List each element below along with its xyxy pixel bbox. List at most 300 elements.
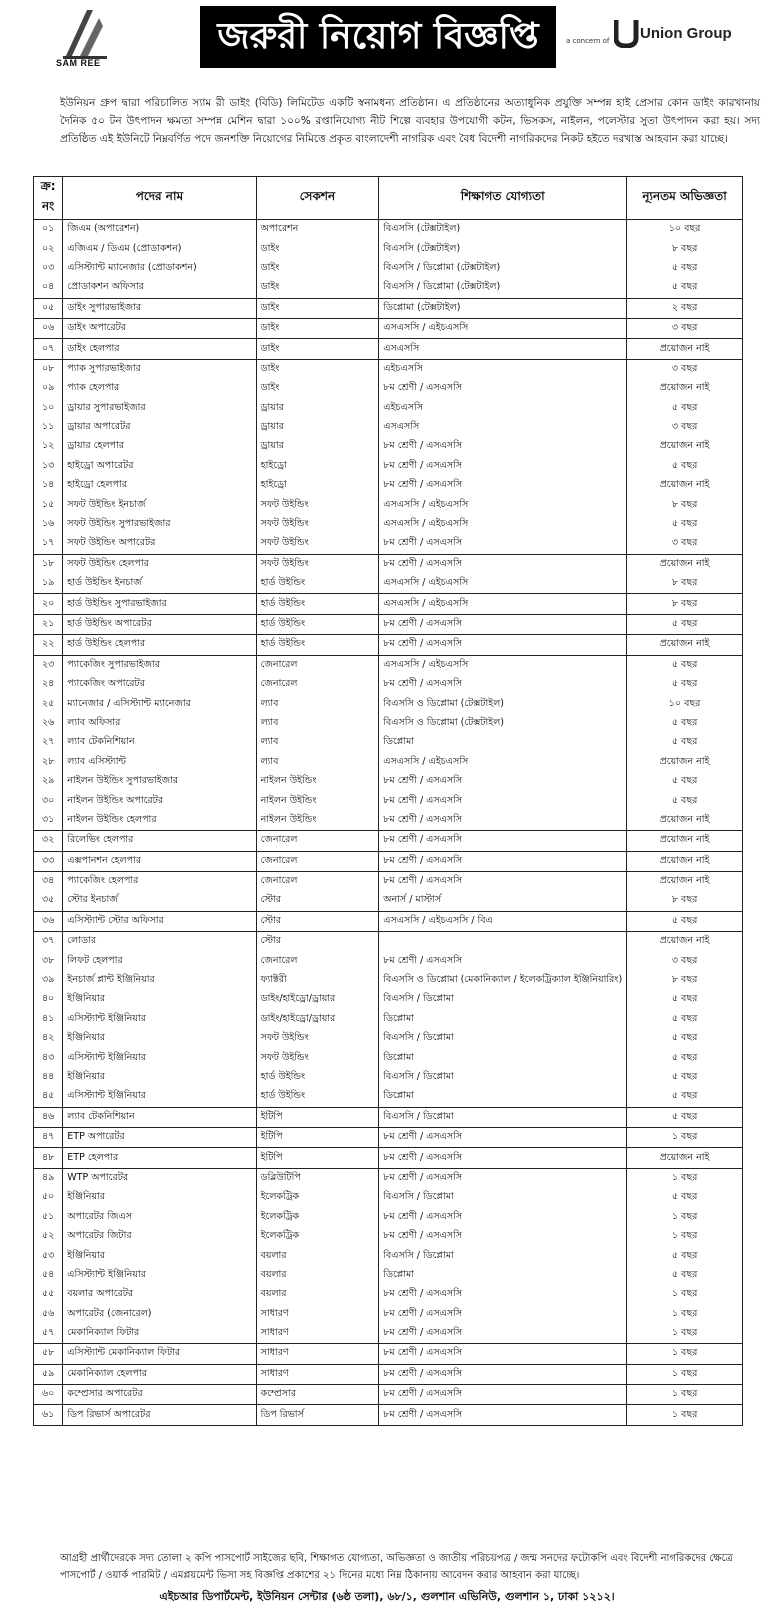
cell-section: ডাইং [256,298,379,318]
cell-education: ৮ম শ্রেণী / এসএসসি [379,1208,627,1227]
cell-serial: ৫০ [34,1188,63,1207]
cell-education: ৮ম শ্রেণী / এসএসসি [379,772,627,791]
cell-position: এসিস্ট্যান্ট ম্যানেজার (প্রোডাকশন) [63,259,256,278]
table-row [34,534,743,554]
cell-education: এসএসসি [379,339,627,359]
cell-serial: ৩৯ [34,971,63,990]
cell-experience: ১ বছর [627,1227,743,1246]
cell-serial: ২৩ [34,655,63,675]
cell-position: প্যাকেজিং হেলপার [63,871,256,891]
table-row [34,971,743,990]
cell-education: ৮ম শ্রেণী / এসএসসি [379,379,627,398]
cell-experience: ৫ বছর [627,259,743,278]
table-row [34,399,743,418]
col-header-section: সেকশন [256,177,379,220]
cell-section: বয়লার [256,1266,379,1285]
table-row [34,1188,743,1207]
cell-position: ডাইং হেলপার [63,339,256,359]
cell-serial: ০২ [34,239,63,258]
cell-experience: ১ বছর [627,1324,743,1344]
cell-experience: ৫ বছর [627,1266,743,1285]
cell-serial: ২৮ [34,753,63,772]
cell-experience: ৮ বছর [627,495,743,514]
cell-experience: প্রয়োজন নাই [627,831,743,851]
cell-education: ৮ম শ্রেণী / এসএসসি [379,534,627,554]
cell-education: ডিপ্লোমা [379,1266,627,1285]
cell-position: সফট উইন্ডিং অপারেটর [63,534,256,554]
cell-position: এসিস্ট্যান্ট ইঞ্জিনিয়ার [63,1048,256,1067]
cell-section: ডাইং [256,239,379,258]
table-row [34,655,743,675]
table-row [34,1048,743,1067]
cell-position: ডিপ রিভার্স অপারেটর [63,1405,256,1425]
cell-serial: ৪২ [34,1029,63,1048]
cell-education: ৮ম শ্রেণী / এসএসসি [379,675,627,694]
table-row [34,574,743,594]
cell-education: ৮ম শ্রেণী / এসএসসি [379,1344,627,1364]
cell-serial: ১২ [34,437,63,456]
cell-serial: ০৩ [34,259,63,278]
cell-experience: প্রয়োজন নাই [627,851,743,871]
cell-experience: প্রয়োজন নাই [627,554,743,574]
hr-address: এইচআর ডিপার্টমেন্ট, ইউনিয়ন সেন্টার (৬ষ্ঠ তলা), ৬৮/১, গুলশান এভিনিউ, গুলশান ১, ঢাকা ১২১২। [159,1590,615,1603]
cell-education: ৮ম শ্রেণী / এসএসসি [379,457,627,476]
cell-section: সাধারণ [256,1324,379,1344]
cell-section: সফট উইন্ডিং [256,515,379,534]
page-title: জরুরী নিয়োগ বিজ্ঞপ্তি [200,6,556,68]
cell-education: ডিপ্লোমা [379,1010,627,1029]
cell-serial: ১৪ [34,476,63,495]
cell-experience: ৫ বছর [627,515,743,534]
cell-education: ৮ম শ্রেণী / এসএসসি [379,1385,627,1405]
table-row [34,1127,743,1147]
cell-section: বয়লার [256,1285,379,1304]
cell-experience: প্রয়োজন নাই [627,635,743,655]
cell-serial: ৪৩ [34,1048,63,1067]
table-row [34,772,743,791]
table-header-row [34,177,743,220]
cell-education: ৮ম শ্রেণী / এসএসসি [379,831,627,851]
cell-serial: ৪০ [34,990,63,1009]
table-row [34,871,743,891]
cell-position: ল্যাব টেকনিশিয়ান [63,1107,256,1127]
cell-experience: ৫ বছর [627,1246,743,1265]
col-header-serial: ক্র: নং [34,177,63,220]
cell-position: হাইড্রো হেলপার [63,476,256,495]
cell-section: বয়লার [256,1246,379,1265]
cell-section: সফট উইন্ডিং [256,554,379,574]
cell-position: ড্রায়ার সুপারভাইজার [63,399,256,418]
cell-experience: ৫ বছর [627,399,743,418]
cell-education: ৮ম শ্রেণী / এসএসসি [379,1364,627,1384]
cell-experience: ৫ বছর [627,1188,743,1207]
table-body [34,220,743,1426]
cell-section: ডব্লিউটিপি [256,1168,379,1188]
cell-education: এইচএসসি [379,359,627,379]
cell-serial: ১৭ [34,534,63,554]
cell-experience: ৫ বছর [627,1107,743,1127]
cell-experience: প্রয়োজন নাই [627,379,743,398]
cell-section: ল্যাব [256,714,379,733]
cell-education: ৮ম শ্রেণী / এসএসসি [379,951,627,970]
cell-serial: ৩৩ [34,851,63,871]
cell-experience: ১ বছর [627,1385,743,1405]
cell-serial: ২৫ [34,694,63,713]
cell-position: কম্প্রেসার অপারেটর [63,1385,256,1405]
cell-education: বিএসসি / ডিপ্লোমা [379,1068,627,1087]
cell-education: বিএসসি ও ডিপ্লোমা (টেক্সটাইল) [379,694,627,713]
table-row [34,675,743,694]
cell-experience: ৮ বছর [627,239,743,258]
cell-section: স্টোর [256,911,379,931]
cell-section: জেনারেল [256,655,379,675]
cell-section: সাধারণ [256,1304,379,1323]
cell-experience: ৫ বছর [627,278,743,298]
cell-section: স্টোর [256,891,379,911]
cell-experience: প্রয়োজন নাই [627,932,743,952]
table-row [34,694,743,713]
cell-experience: ৫ বছর [627,791,743,810]
cell-education: বিএসসি (টেক্সটাইল) [379,239,627,258]
col-header-experience: ন্যূনতম অভিজ্ঞতা [627,177,743,220]
table-row [34,476,743,495]
cell-education: ৮ম শ্রেণী / এসএসসি [379,1127,627,1147]
cell-education: ৮ম শ্রেণী / এসএসসি [379,1168,627,1188]
cell-section: সাধারণ [256,1344,379,1364]
cell-serial: ৫২ [34,1227,63,1246]
cell-position: ইঞ্জিনিয়ার [63,1246,256,1265]
cell-serial: ৩৭ [34,932,63,952]
cell-position: WTP অপারেটর [63,1168,256,1188]
table-row [34,1087,743,1107]
cell-position: প্যাকেজিং অপারেটর [63,675,256,694]
table-row [34,1304,743,1323]
table-row [34,318,743,338]
cell-serial: ৪৯ [34,1168,63,1188]
cell-section: ডাইং [256,379,379,398]
cell-experience: ৫ বছর [627,1087,743,1107]
cell-experience: ৩ বছর [627,534,743,554]
cell-experience: প্রয়োজন নাই [627,1148,743,1168]
table-row [34,851,743,871]
table-row [34,239,743,258]
cell-section: ইলেকট্রিক [256,1227,379,1246]
cell-section: নাইলন উইন্ডিং [256,811,379,831]
table-row [34,457,743,476]
cell-section: হার্ড উইন্ডিং [256,635,379,655]
table-row [34,932,743,952]
table-row [34,1344,743,1364]
cell-section: ডাইং/হাইড্রো/ড্রায়ার [256,1010,379,1029]
cell-position: ড্রায়ার অপারেটর [63,418,256,437]
cell-section: হার্ড উইন্ডিং [256,594,379,614]
cell-serial: ৫৯ [34,1364,63,1384]
cell-section: জেনারেল [256,871,379,891]
table-row [34,379,743,398]
cell-position: ETP হেলপার [63,1148,256,1168]
cell-serial: ৫৬ [34,1304,63,1323]
cell-position: মেকানিক্যাল হেলপার [63,1364,256,1384]
cell-education: এসএসসি / এইচএসসি [379,495,627,514]
cell-serial: ৫৩ [34,1246,63,1265]
cell-position: এসিস্ট্যান্ট ইঞ্জিনিয়ার [63,1010,256,1029]
cell-serial: ০৪ [34,278,63,298]
cell-experience: ১ বছর [627,1344,743,1364]
cell-education: ৮ম শ্রেণী / এসএসসি [379,1405,627,1425]
cell-serial: ১৫ [34,495,63,514]
cell-serial: ২১ [34,614,63,634]
cell-serial: ০৮ [34,359,63,379]
cell-experience: ১ বছর [627,1364,743,1384]
advertisement-header [0,0,774,88]
cell-education: ডিপ্লোমা [379,733,627,752]
cell-position: ইনচার্জ প্লান্ট ইঞ্জিনিয়ার [63,971,256,990]
cell-serial: ৪৭ [34,1127,63,1147]
table-row [34,1068,743,1087]
cell-education: এসএসসি / এইচএসসি [379,574,627,594]
cell-serial: ৫৮ [34,1344,63,1364]
cell-section: ড্রায়ার [256,399,379,418]
col-header-position: পদের নাম [63,177,256,220]
table-row [34,1168,743,1188]
cell-experience: ৮ বছর [627,891,743,911]
table-row [34,635,743,655]
table-row [34,437,743,456]
table-row [34,1405,743,1425]
cell-section: জেনারেল [256,675,379,694]
subsidiary-note: a concern of [566,37,610,45]
cell-serial: ২০ [34,594,63,614]
cell-education: ৮ম শ্রেণী / এসএসসি [379,1304,627,1323]
cell-section: ল্যাব [256,694,379,713]
table-row [34,714,743,733]
cell-serial: ২৭ [34,733,63,752]
cell-section: ডাইং [256,278,379,298]
cell-position: এক্সপানশন হেলপার [63,851,256,871]
table-row [34,891,743,911]
cell-education: ৮ম শ্রেণী / এসএসসি [379,1227,627,1246]
cell-experience: ৫ বছর [627,1029,743,1048]
cell-experience: ৫ বছর [627,1048,743,1067]
cell-section: ডাইং [256,318,379,338]
cell-experience: প্রয়োজন নাই [627,476,743,495]
cell-experience: প্রয়োজন নাই [627,339,743,359]
cell-serial: ৩৮ [34,951,63,970]
cell-serial: ১০ [34,399,63,418]
cell-serial: ৩২ [34,831,63,851]
table-row [34,278,743,298]
table-row [34,1324,743,1344]
cell-education: ৮ম শ্রেণী / এসএসসি [379,437,627,456]
cell-position: ডাইং অপারেটর [63,318,256,338]
cell-serial: ০৫ [34,298,63,318]
cell-position: হার্ড উইন্ডিং সুপারভাইজার [63,594,256,614]
group-name: Union Group [640,25,732,42]
cell-section: ড্রায়ার [256,418,379,437]
cell-section: ল্যাব [256,733,379,752]
cell-experience: ৮ বছর [627,574,743,594]
cell-education: বিএসসি / ডিপ্লোমা [379,990,627,1009]
application-instructions: আগ্রহী প্রার্থীদেরকে সদ্য তোলা ২ কপি পাসপোর্ট সাইজের ছবি, শিক্ষাগত যোগ্যতা, অভিজ্ঞতা ও জাতীয় পরিচয়পত্র / জন্ম সনদের ফটোকপি এবং বিদেশী নাগরিকদের ক্ষেত্রে পাসপোর্ট / ওয়ার্ক পারমিট / এমপ্লয়মেন্ট ভিসা সহ বিজ্ঞপ্তি প্রকাশের ২১ দিনের মধ্যে নিম্ন ঠিকানায় আবেদন করার আহবান করা যাচ্ছে। [60,1553,733,1581]
cell-experience: প্রয়োজন নাই [627,437,743,456]
cell-section: সফট উইন্ডিং [256,534,379,554]
cell-experience: প্রয়োজন নাই [627,811,743,831]
cell-education: ডিপ্লোমা [379,1048,627,1067]
cell-position: সফট উইন্ডিং সুপারভাইজার [63,515,256,534]
cell-education: বিএসসি / ডিপ্লোমা [379,1246,627,1265]
cell-education: বিএসসি / ডিপ্লোমা [379,1029,627,1048]
cell-serial: ১১ [34,418,63,437]
table-row [34,554,743,574]
cell-experience: ৫ বছর [627,733,743,752]
cell-experience: ১ বছর [627,1285,743,1304]
cell-experience: ৫ বছর [627,1010,743,1029]
table-row [34,1010,743,1029]
cell-education: এসএসসি / এইচএসসি [379,318,627,338]
cell-experience: ১০ বছর [627,694,743,713]
table-row [34,990,743,1009]
cell-serial: ৪৪ [34,1068,63,1087]
cell-experience: ১ বছর [627,1208,743,1227]
cell-position: ল্যাব অফিসার [63,714,256,733]
cell-education: বিএসসি / ডিপ্লোমা [379,1188,627,1207]
table-row [34,1029,743,1048]
cell-position: ইঞ্জিনিয়ার [63,1068,256,1087]
table-row [34,594,743,614]
cell-serial: ৩৪ [34,871,63,891]
cell-section: সফট উইন্ডিং [256,1048,379,1067]
cell-serial: ৪৬ [34,1107,63,1127]
cell-education: এসএসসি / এইচএসসি [379,515,627,534]
cell-position: প্যাক হেলপার [63,379,256,398]
cell-section: ডাইং/হাইড্রো/ড্রায়ার [256,990,379,1009]
cell-section: ডিপ রিভার্স [256,1405,379,1425]
cell-serial: ৫৪ [34,1266,63,1285]
cell-position: ড্রায়ার হেলপার [63,437,256,456]
cell-position: ডাইং সুপারভাইজার [63,298,256,318]
cell-section: স্টোর [256,932,379,952]
cell-education [379,932,627,952]
cell-position: অপারেটর জিটার [63,1227,256,1246]
cell-education: বিএসসি / ডিপ্লোমা [379,1107,627,1127]
cell-position: বয়লার অপারেটর [63,1285,256,1304]
cell-section: হার্ড উইন্ডিং [256,1087,379,1107]
cell-experience: ৫ বছর [627,990,743,1009]
table-row [34,1227,743,1246]
cell-serial: ৩৫ [34,891,63,911]
cell-position: ETP অপারেটর [63,1127,256,1147]
cell-experience: ৫ বছর [627,457,743,476]
cell-section: ফ্যাক্টরী [256,971,379,990]
cell-education: বিএসসি ও ডিপ্লোমা (মেকানিক্যাল / ইলেকট্রিক্যাল ইঞ্জিনিয়ারিং) [379,971,627,990]
cell-education: ৮ম শ্রেণী / এসএসসি [379,1285,627,1304]
cell-education: ৮ম শ্রেণী / এসএসসি [379,811,627,831]
cell-serial: ০১ [34,220,63,240]
cell-serial: ৩০ [34,791,63,810]
cell-serial: ৫৭ [34,1324,63,1344]
table-row [34,495,743,514]
cell-experience: ৩ বছর [627,359,743,379]
cell-education: এইচএসসি [379,399,627,418]
cell-education: বিএসসি ও ডিপ্লোমা (টেক্সটাইল) [379,714,627,733]
table-row [34,1148,743,1168]
cell-position: নাইলন উইন্ডিং হেলপার [63,811,256,831]
table-row [34,1208,743,1227]
cell-position: রিলেভিং হেলপার [63,831,256,851]
cell-serial: ১৯ [34,574,63,594]
cell-position: নাইলন উইন্ডিং সুপারভাইজার [63,772,256,791]
cell-experience: ১০ বছর [627,220,743,240]
cell-education: ৮ম শ্রেণী / এসএসসি [379,1148,627,1168]
cell-position: হার্ড উইন্ডিং হেলপার [63,635,256,655]
cell-position: সফট উইন্ডিং ইনচার্জ [63,495,256,514]
cell-section: নাইলন উইন্ডিং [256,791,379,810]
cell-serial: ০৬ [34,318,63,338]
table-row [34,791,743,810]
cell-serial: ৩৬ [34,911,63,931]
cell-section: ডাইং [256,259,379,278]
cell-position: প্রোডাকশন অফিসার [63,278,256,298]
cell-section: নাইলন উইন্ডিং [256,772,379,791]
cell-position: এসিস্ট্যান্ট ইঞ্জিনিয়ার [63,1266,256,1285]
table-row [34,259,743,278]
cell-experience: ২ বছর [627,298,743,318]
cell-education: এসএসসি / এইচএসসি [379,655,627,675]
cell-experience: ৫ বছর [627,911,743,931]
table-row [34,811,743,831]
cell-position: ল্যাব এসিস্ট্যান্ট [63,753,256,772]
cell-serial: ২৯ [34,772,63,791]
cell-experience: ৫ বছর [627,714,743,733]
cell-section: হার্ড উইন্ডিং [256,614,379,634]
cell-position: মেকানিক্যাল ফিটার [63,1324,256,1344]
cell-experience: ৩ বছর [627,418,743,437]
cell-section: জেনারেল [256,851,379,871]
cell-serial: ১৬ [34,515,63,534]
cell-serial: ১৮ [34,554,63,574]
cell-experience: ৮ বছর [627,971,743,990]
cell-serial: ১৩ [34,457,63,476]
cell-position: প্যাক সুপারভাইজার [63,359,256,379]
cell-position: ইঞ্জিনিয়ার [63,1188,256,1207]
cell-education: ডিপ্লোমা [379,1087,627,1107]
cell-serial: ০৭ [34,339,63,359]
cell-serial: ০৯ [34,379,63,398]
cell-section: জেনারেল [256,951,379,970]
table-row [34,359,743,379]
cell-position: স্টোর ইনচার্জ [63,891,256,911]
cell-education: ৮ম শ্রেণী / এসএসসি [379,1324,627,1344]
cell-education: ৮ম শ্রেণী / এসএসসি [379,554,627,574]
cell-section: হাইড্রো [256,476,379,495]
cell-position: এসিস্ট্যান্ট মেকানিক্যাল ফিটার [63,1344,256,1364]
cell-serial: ৪৫ [34,1087,63,1107]
cell-position: নাইলন উইন্ডিং অপারেটর [63,791,256,810]
cell-education: ৮ম শ্রেণী / এসএসসি [379,635,627,655]
job-vacancy-table [33,176,743,1426]
cell-position: এসিস্ট্যান্ট স্টোর অফিসার [63,911,256,931]
cell-position: ল্যাব টেকনিশিয়ান [63,733,256,752]
cell-education: ৮ম শ্রেণী / এসএসসি [379,476,627,495]
cell-section: ইটিপি [256,1148,379,1168]
cell-section: সফট উইন্ডিং [256,1029,379,1048]
cell-serial: ৬১ [34,1405,63,1425]
cell-position: হার্ড উইন্ডিং ইনচার্জ [63,574,256,594]
cell-education: ৮ম শ্রেণী / এসএসসি [379,871,627,891]
table-row [34,1107,743,1127]
cell-section: সাধারণ [256,1364,379,1384]
cell-position: লোডার [63,932,256,952]
